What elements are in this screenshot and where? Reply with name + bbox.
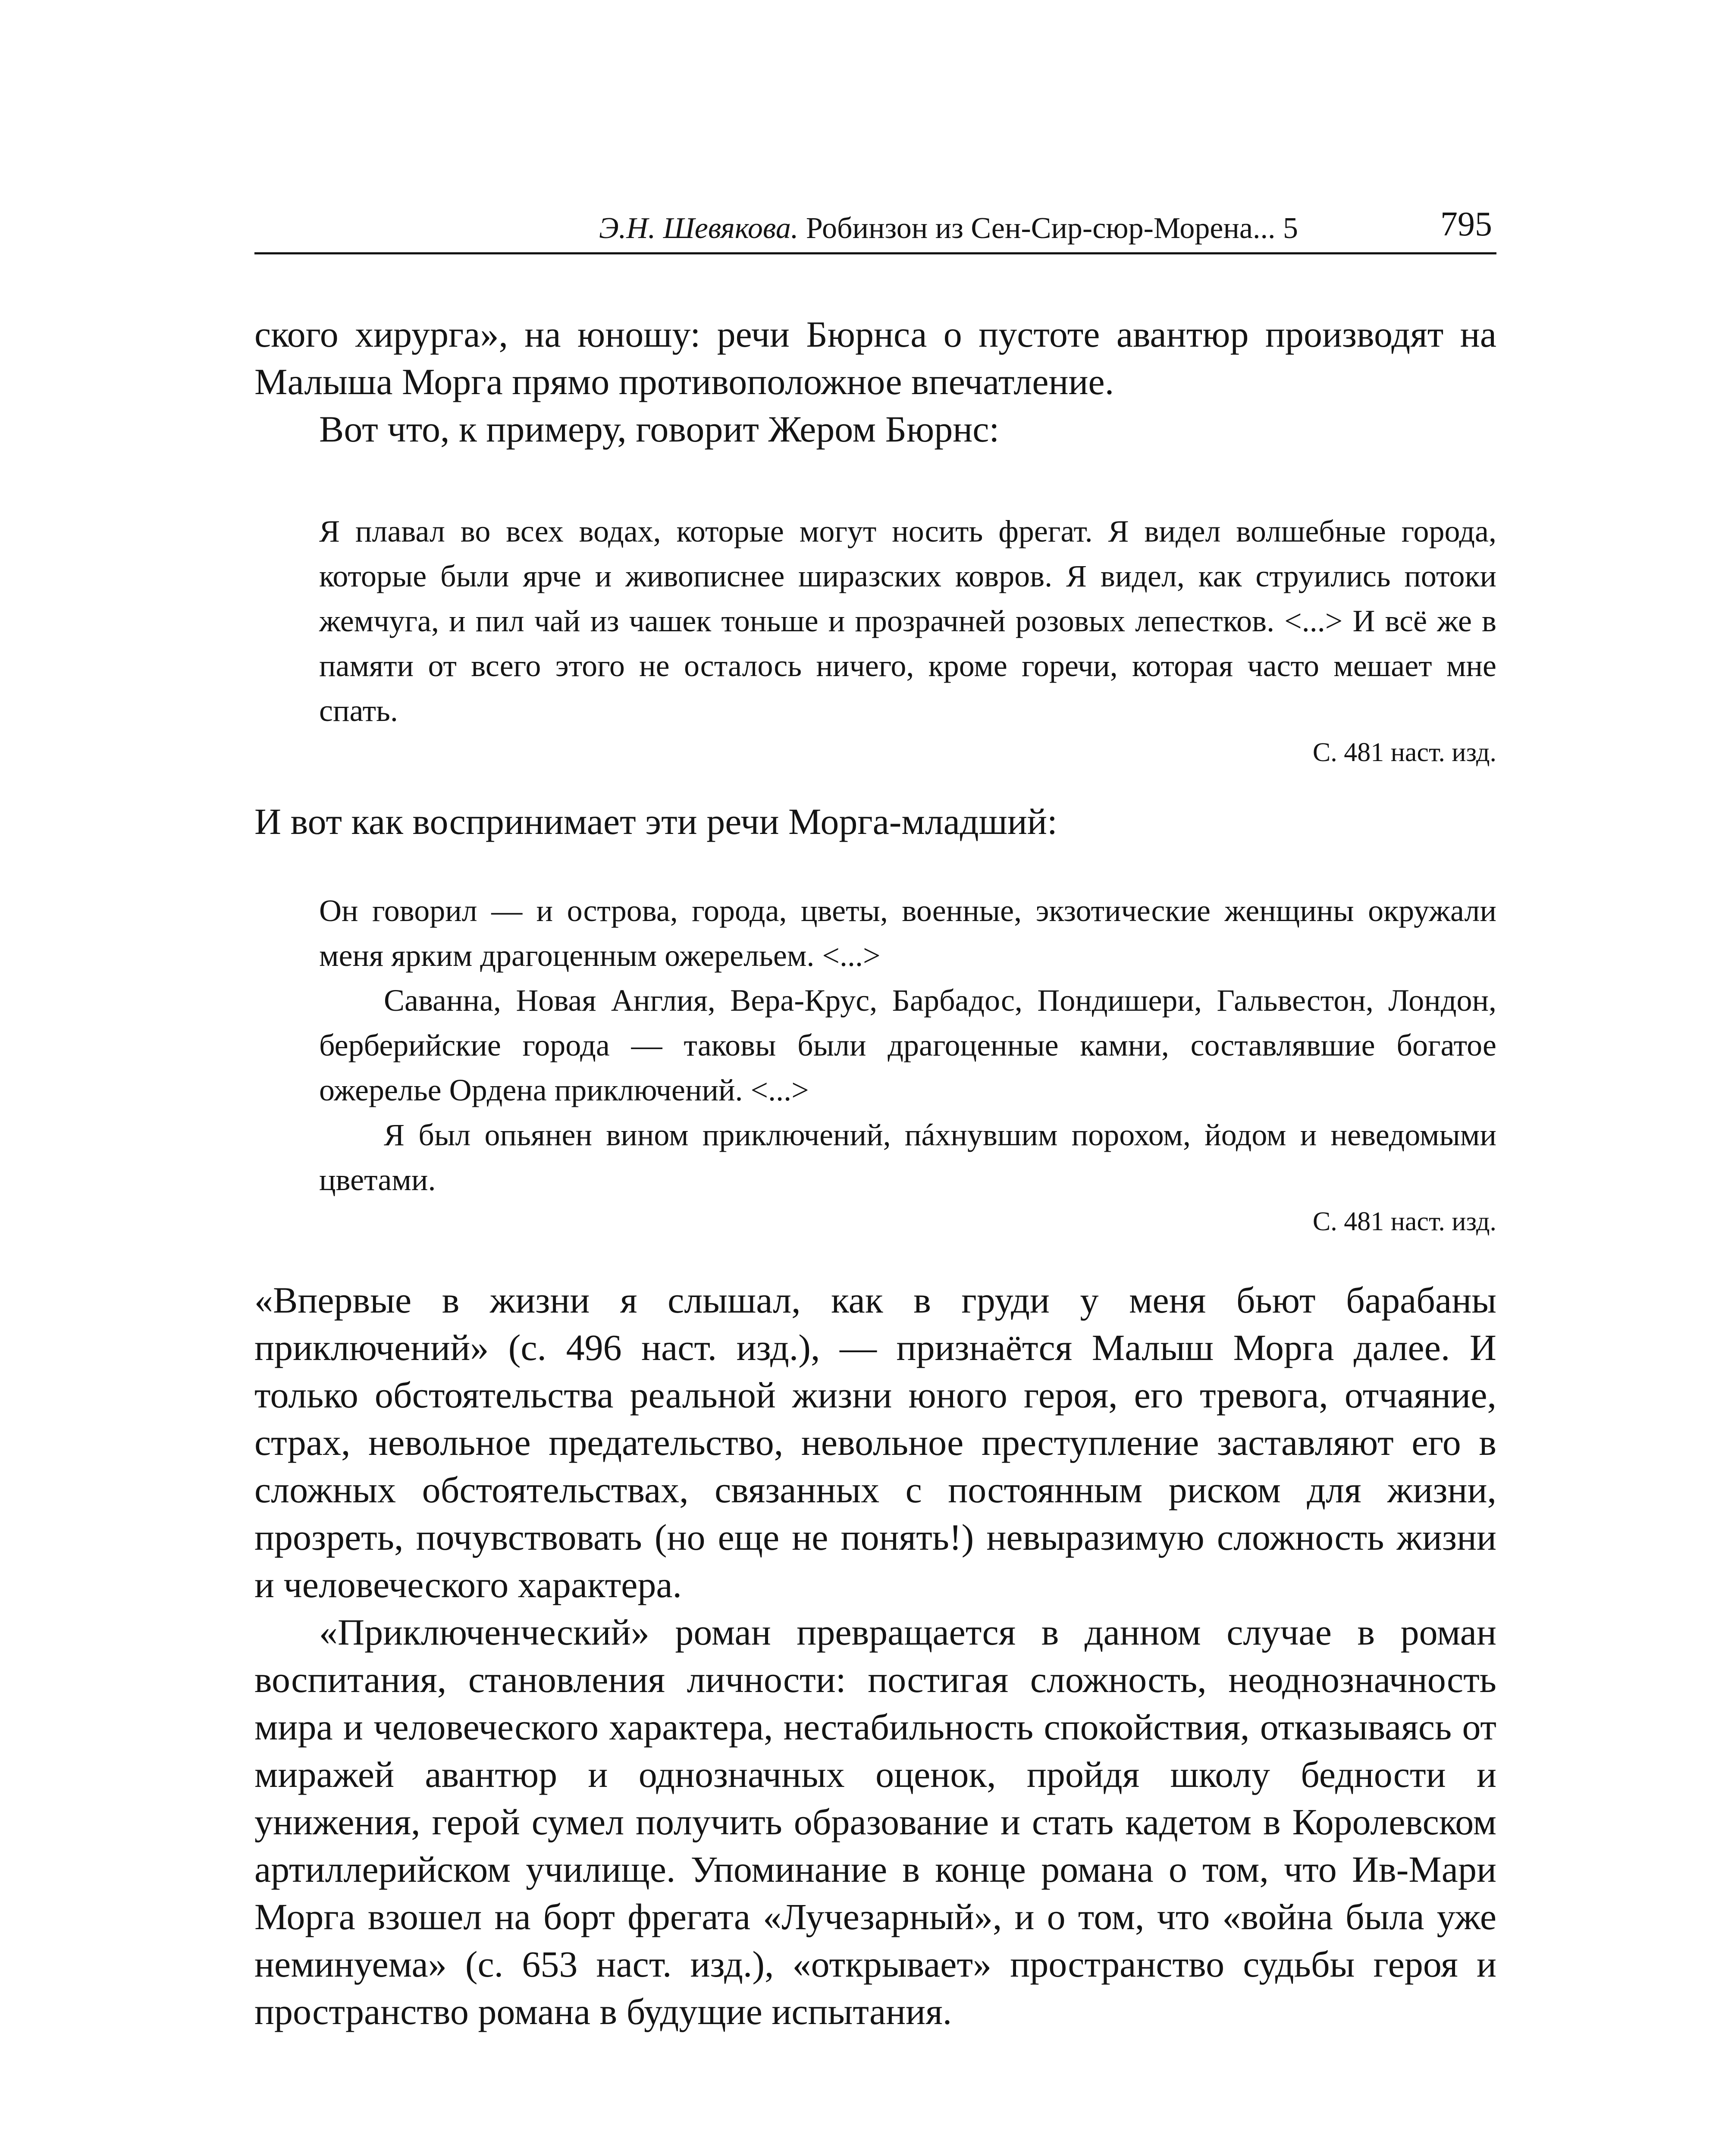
running-title [599,207,1298,250]
closing-text [254,1276,1496,2035]
paragraph: «Впервые в жизни я слышал, как в груди у меня бьют барабаны приключений» (с. 496 наст. изд.), — признаётся Малыш Морга далее. И только обстоятельства реальной жизни юного героя, его тревога, отчаяние, страх, невольное предательство, невольное преступление заставляют его в сложных обстоятельствах, связанных с постоянным риском для жизни, прозреть, почувствовать (но еще не понять!) невыразимую сложность жизни и человеческого характера. [254,1279,1496,1605]
quote-paragraph: Я плавал во всех водах, которые могут носить фрегат. Я видел волшебные города, которые были ярче и живописнее ширазских ковров. Я видел, как струились потоки жемчуга, и пил чай из чашек тоньше и прозрачней розовых лепестков. <...> И всё же в памяти от всего этого не осталось ничего, кроме горечи, которая часто мешает мне спать. [319,514,1496,728]
quote-source: С. 481 наст. изд. [1312,1207,1496,1236]
paragraph: ского хирурга», на юношу: речи Бюрнса о пустоте авантюр производят на Малыша Морга прямо противоположное впечатление. [254,313,1496,402]
book-page [254,0,1496,2156]
quote-paragraph: Я был опьянен вином приключений, пáхнувшим порохом, йодом и неведомыми цветами. [319,1118,1496,1197]
paragraph: «Приключенческий» роман превращается в данном случае в роман воспитания, становления личности: постигая сложность, неоднозначность мира и человеческого характера, нестабильность спокойствия, отказываясь от миражей авантюр и однозначных оценок, пройдя школу бедности и унижения, герой сумел получить образование и стать кадетом в Королевском артиллерийском училище. Упоминание в конце романа о том, что Ив-Мари Морга взошел на борт фрегата «Лучезарный», и о том, что «война была уже неминуема» (с. 653 наст. изд.), «открывает» пространство судьбы героя и пространство романа в будущие испытания. [254,1611,1496,2032]
page-number: 795 [1440,205,1492,243]
running-author: Э.Н. Шевякова. [599,212,799,245]
quote-paragraph: Он говорил — и острова, города, цветы, военные, экзотические женщины окружали меня ярким драгоценным ожерельем. <...> [319,893,1496,973]
paragraph: Вот что, к примеру, говорит Жером Бюрнс: [319,408,1000,450]
intro-line [254,798,1496,845]
running-head [254,203,1496,254]
opening-text [254,310,1496,453]
paragraph: И вот как воспринимает эти речи Морга-младший: [254,801,1057,842]
quote-block [319,509,1496,772]
quote-paragraph: Саванна, Новая Англия, Вера-Крус, Барбадос, Пондишери, Гальвестон, Лондон, берберийские города — таковы были драгоценные камни, составлявшие богатое ожерелье Ордена приключений. <...> [319,983,1496,1107]
quote-block [319,888,1496,1241]
header-rule [254,252,1496,254]
running-title-text: Робинзон из Сен-Сир-сюр-Морена... 5 [806,212,1298,245]
quote-source: С. 481 наст. изд. [1312,738,1496,767]
